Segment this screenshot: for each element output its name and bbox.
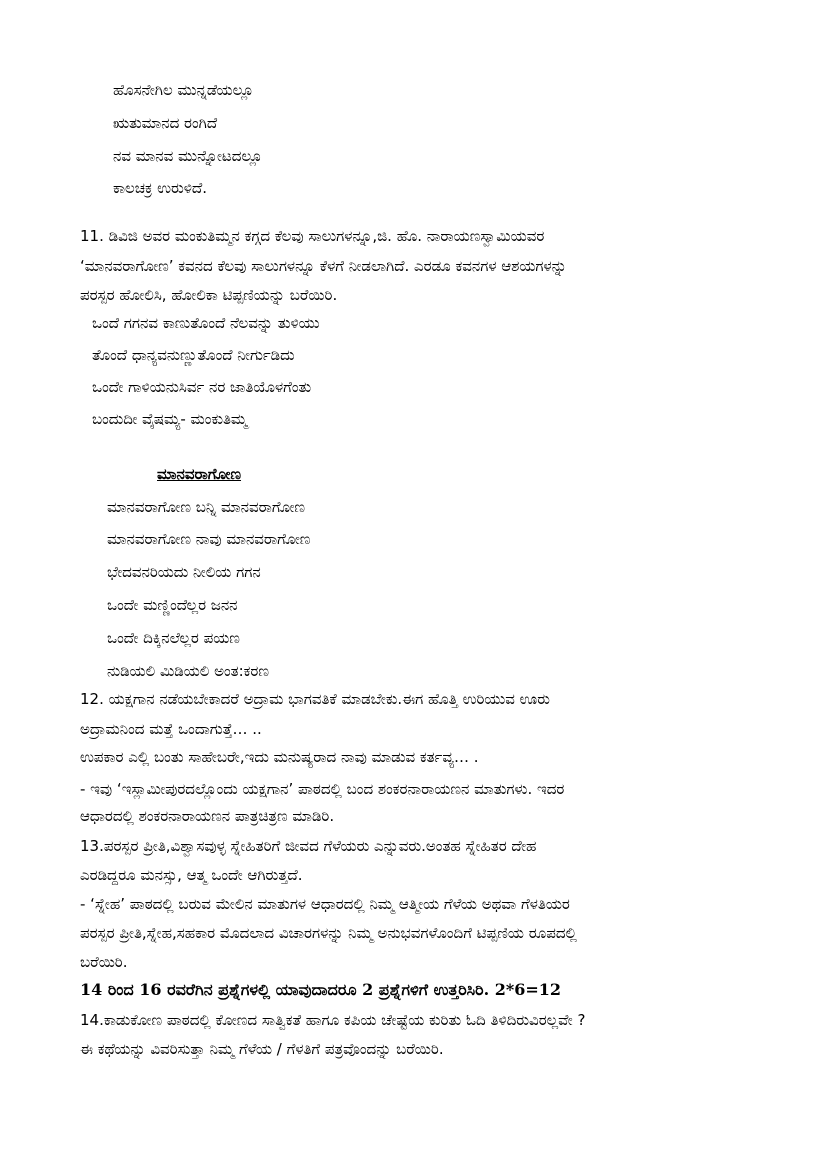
poem-title: ಮಾನವರಾಗೋಣ: [157, 465, 242, 483]
question-11-line: ಪರಸ್ಪರ ಹೋಲಿಸಿ, ಹೋಲಿಕಾ ಟಿಪ್ಪಣಿಯನ್ನು ಬರೆಯಿರಿ.: [80, 286, 338, 304]
question-13-line: - ‘ಸ್ನೇಹ’ ಪಾಠದಲ್ಲಿ ಬರುವ ಮೇಲಿನ ಮಾತುಗಳ ಆಧಾರದಲ್ಲಿ ನಿಮ್ಮ ಆತ್ಮೀಯ ಗೆಳೆಯ ಅಥವಾ ಗೆಳತಿಯರ: [80, 895, 570, 913]
poem-line: ಹೊಸನೇಗಿಲ ಮುನ್ನಡೆಯಲ್ಲೂ: [113, 81, 254, 99]
question-14-line: 14.ಕಾಡುಕೋಣ ಪಾಠದಲ್ಲಿ ಕೋಣದ ಸಾತ್ವಿಕತೆ ಹಾಗೂ ಕಪಿಯ ಚೇಷ್ಟೆಯ ಕುರಿತು ಓದಿ ತಿಳಿದಿರುವಿರಲ್ಲವೇ ?: [80, 1011, 586, 1029]
question-14-line: ಈ ಕಥೆಯನ್ನು ವಿವರಿಸುತ್ತಾ ನಿಮ್ಮ ಗೆಳೆಯ / ಗೆಳತಿಗೆ ಪತ್ರವೊಂದನ್ನು ಬರೆಯಿರಿ.: [80, 1040, 444, 1058]
question-12-line: - ಇವು ‘ಇಸ್ಲಾಮೀಪುರದಲ್ಲೊಂದು ಯಕ್ಷಗಾನ’ ಪಾಠದಲ್ಲಿ ಬಂದ ಶಂಕರನಾರಾಯಣನ ಮಾತುಗಳು. ಇದರ: [80, 780, 565, 798]
question-12-line: ಅದ್ರಾಮನಿಂದ ಮತ್ತೆ ಒಂದಾಗುತ್ತೆ… ..: [80, 720, 262, 738]
poem-line: ಮಾನವರಾಗೋಣ ನಾವು ಮಾನವರಾಗೋಣ: [107, 530, 311, 548]
question-11-line: ‘ಮಾನವರಾಗೋಣ’ ಕವನದ ಕೆಲವು ಸಾಲುಗಳನ್ನೂ ಕೆಳಗೆ ನೀಡಲಾಗಿದೆ. ಎರಡೂ ಕವನಗಳ ಆಶಯಗಳನ್ನು: [80, 257, 567, 275]
question-13-line: 13.ಪರಸ್ಪರ ಪ್ರೀತಿ,ವಿಶ್ವಾಸವುಳ್ಳ ಸ್ನೇಹಿತರಿಗೆ ಜೀವದ ಗೆಳೆಯರು ಎನ್ನುವರು.ಅಂತಹ ಸ್ನೇಹಿತರ ದೇಹ: [80, 837, 537, 855]
kagga-line: ಒಂದೆ ಗಗನವ ಕಾಣುತೊಂದೆ ನೆಲವನ್ನು ತುಳಿಯು: [92, 314, 320, 332]
question-13-line: ಎರಡಿದ್ದರೂ ಮನಸ್ಸು, ಆತ್ಮ ಒಂದೇ ಆಗಿರುತ್ತದೆ.: [80, 866, 303, 884]
poem-line: ಒಂದೇ ಮಣ್ಣಿಂದೆಲ್ಲರ ಜನನ: [107, 596, 238, 614]
poem-line: ನವ ಮಾನವ ಮುನ್ನೋಟದಲ್ಲೂ: [113, 147, 263, 165]
question-11-line: 11. ಡಿವಿಜಿ ಅವರ ಮಂಕುತಿಮ್ಮನ ಕಗ್ಗದ ಕೆಲವು ಸಾಲುಗಳನ್ನೂ,ಜಿ. ಹೊ. ನಾರಾಯಣಸ್ವಾಮಿಯವರ: [80, 227, 545, 245]
poem-line: ಋತುಮಾನದ ರಂಗಿದೆ: [113, 114, 218, 132]
question-13-line: ಬರೆಯಿರಿ.: [80, 953, 128, 971]
poem-line: ಒಂದೇ ದಿಕ್ಕಿನಲೆಲ್ಲರ ಪಯಣ: [107, 629, 240, 647]
kagga-line: ತೊಂದೆ ಧಾನ್ಯವನುಣ್ಣುತೊಂದೆ ನೀರ್ಗುಡಿದು: [92, 346, 295, 364]
poem-line: ಭೇದವನರಿಯದು ನೀಲಿಯ ಗಗನ: [107, 563, 261, 581]
section-heading: 14 ರಿಂದ 16 ರವರೆಗಿನ ಪ್ರಶ್ನೆಗಳಲ್ಲಿ ಯಾವುದಾದರೂ 2 ಪ್ರಶ್ನೆಗಳಿಗೆ ಉತ್ತರಿಸಿರಿ. 2*6=12: [80, 980, 562, 999]
poem-line: ನುಡಿಯಲಿ ಮಿಡಿಯಲಿ ಅಂತ:ಕರಣ: [107, 662, 269, 680]
kagga-line: ಒಂದೇ ಗಾಳಿಯನುಸಿರ್ವ ನರ ಜಾತಿಯೊಳಗೆಂತು: [92, 378, 312, 396]
question-12-line: 12. ಯಕ್ಷಗಾನ ನಡೆಯಬೇಕಾದರೆ ಅದ್ರಾಮ ಭಾಗವತಿಕೆ ಮಾಡಬೇಕು.ಈಗ ಹೊತ್ತಿ ಉರಿಯುವ ಊರು: [80, 690, 550, 708]
question-12-line: ಆಧಾರದಲ್ಲಿ ಶಂಕರನಾರಾಯಣನ ಪಾತ್ರಚಿತ್ರಣ ಮಾಡಿರಿ.: [80, 807, 335, 825]
kagga-line: ಬಂದುದೀ ವೈಷಮ್ಯ- ಮಂಕುತಿಮ್ಮ: [92, 410, 248, 428]
question-13-line: ಪರಸ್ಪರ ಪ್ರೀತಿ,ಸ್ನೇಹ,ಸಹಕಾರ ಮೊದಲಾದ ವಿಚಾರಗಳನ್ನು ನಿಮ್ಮ ಅನುಭವಗಳೊಂದಿಗೆ ಟಿಪ್ಪಣಿಯ ರೂಪದಲ್ಲಿ: [80, 924, 577, 942]
poem-line: ಮಾನವರಾಗೋಣ ಬನ್ನಿ ಮಾನವರಾಗೋಣ: [107, 498, 306, 516]
poem-line: ಕಾಲಚಕ್ರ ಉರುಳಿದೆ.: [113, 179, 207, 197]
question-12-line: ಉಪಕಾರ ಎಲ್ಲಿ ಬಂತು ಸಾಹೇಬರೇ,ಇದು ಮನುಷ್ಯರಾದ ನಾವು ಮಾಡುವ ಕರ್ತವ್ಯ… .: [80, 748, 479, 766]
